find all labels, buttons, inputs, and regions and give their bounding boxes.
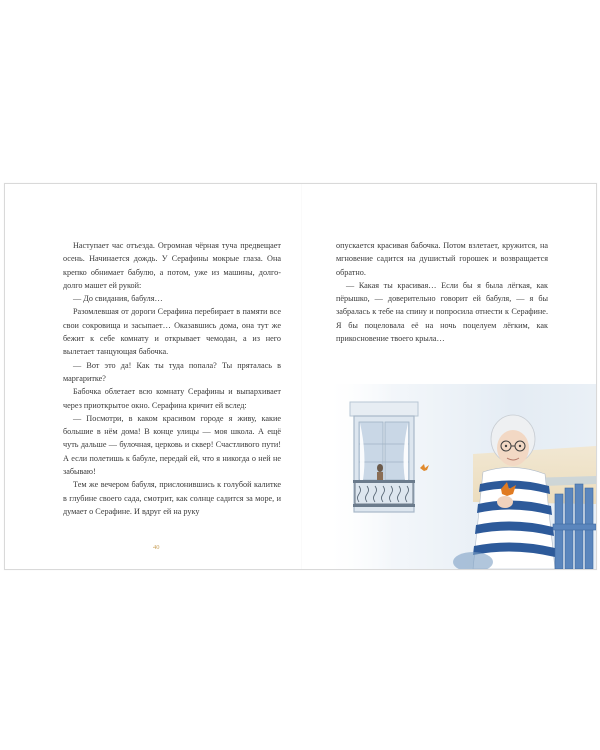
paragraph: — Какая ты красивая… Если бы я была лёгкая, как пёрышко, — доверительно говорит ей бабуля, — я бы забралась к тебе на спину и попросила отнести к Серафине. Я бы поцеловала её на ночь поцелуем лёгким, как прикосновение твоего крыла… — [336, 280, 548, 344]
window-shape — [350, 402, 418, 512]
paragraph: Разомлевшая от дороги Серафина перебирает в памяти все свои сокровища и засыпает… Оказавшись дома, она тут же бежит к себе комнату и открывает чемодан, а из него вылетает танцующая бабочка. — [63, 307, 281, 357]
left-page-text — [63, 239, 281, 518]
paragraph: Бабочка облетает всю комнату Серафины и выпархивает через приоткрытое окно. Серафина кричит ей вслед: — [63, 387, 281, 410]
paragraph: Тем же вечером бабуля, прислонившись к голубой калитке в глубине своего сада, смотрит, как солнце садится за море, и думает о Серафине. И вдруг ей на руку — [63, 480, 281, 516]
book-gutter — [301, 184, 302, 569]
paragraph: Наступает час отъезда. Огромная чёрная туча предвещает осень. Начинается дождь. У Серафины мокрые глаза. Она крепко обнимает бабулю, а потом, уже из машины, долго-долго машет ей рукой: — [63, 241, 281, 290]
paragraph: — Вот это да! Как ты туда попала? Ты пряталась в маргаритке? — [63, 360, 281, 383]
book-spread — [4, 183, 597, 570]
grandmother-window-illustration — [323, 384, 596, 569]
paragraph: — До свидания, бабуля… — [73, 294, 163, 304]
paragraph: опускается красивая бабочка. Потом взлетает, кружится, на мгновение садится на душистый горошек и возвращается обратно. — [336, 241, 548, 277]
right-page-text — [336, 239, 548, 345]
page-number: 40 — [153, 544, 160, 551]
paragraph: — Посмотри, в каком красивом городе я живу, какие большие в нём дома! В конце улицы — моя школа. А ещё чуть дальше — булочная, церковь и сквер! Счастливого пути! А если полетишь к бабуле, передай ей, что я никогда о ней не забываю! — [63, 413, 281, 477]
